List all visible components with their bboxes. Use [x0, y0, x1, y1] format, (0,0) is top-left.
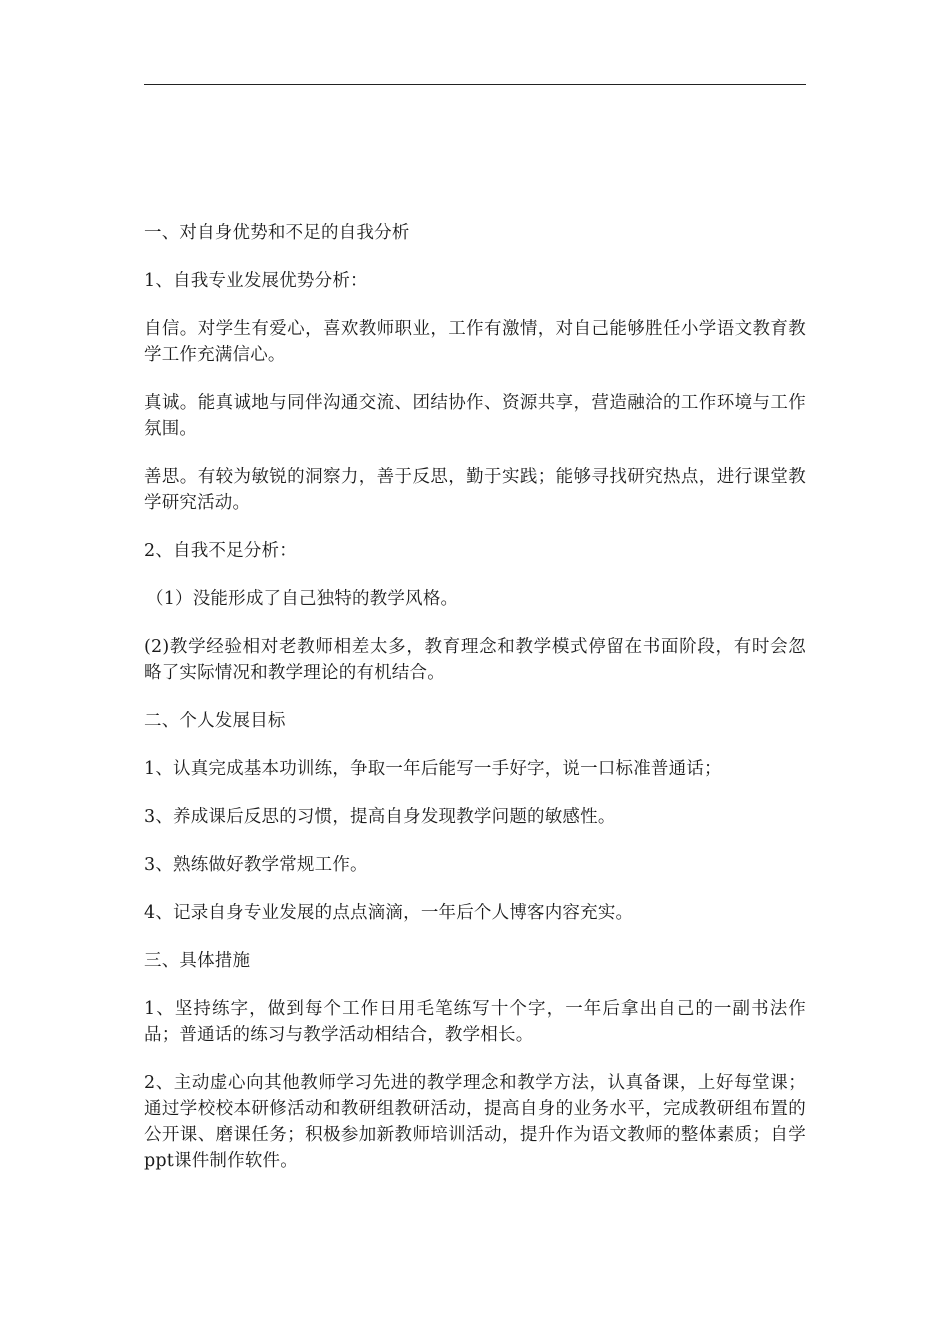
subheading-weaknesses: 2、自我不足分析：	[144, 541, 297, 561]
weakness-item-1: （1）没能形成了自己独特的教学风格。	[146, 589, 459, 609]
paragraph-reflection: 善思。有较为敏锐的洞察力，善于反思，勤于实践；能够寻找研究热点，进行课堂教学研究活动。	[144, 467, 806, 513]
goal-item-4: 4、记录自身专业发展的点点滴滴，一年后个人博客内容充实。	[144, 903, 634, 923]
measure-item-2: 2、主动虚心向其他教师学习先进的教学理念和教学方法，认真备课，上好每堂课；通过学校校本研修活动和教研组教研活动，提高自身的业务水平，完成教研组布置的公开课、磨课任务；积极参加新教师培训活动，提升作为语文教师的整体素质；自学ppt课件制作软件。	[144, 1073, 806, 1171]
goal-item-3: 3、熟练做好教学常规工作。	[144, 855, 368, 875]
weakness-item-2: (2)教学经验相对老教师相差太多，教育理念和教学模式停留在书面阶段，有时会忽略了实际情况和教学理论的有机结合。	[144, 637, 806, 683]
paragraph-confidence: 自信。对学生有爱心，喜欢教师职业，工作有激情，对自己能够胜任小学语文教育教学工作充满信心。	[144, 319, 806, 365]
section-heading-1: 一、对自身优势和不足的自我分析	[144, 223, 410, 243]
paragraph-sincerity: 真诚。能真诚地与同伴沟通交流、团结协作、资源共享，营造融洽的工作环境与工作氛围。	[144, 393, 806, 439]
measure-item-1: 1、坚持练字，做到每个工作日用毛笔练写十个字，一年后拿出自己的一副书法作品；普通话的练习与教学活动相结合，教学相长。	[144, 999, 806, 1045]
section-heading-3: 三、具体措施	[144, 951, 251, 971]
section-heading-2: 二、个人发展目标	[144, 711, 286, 731]
goal-item-1: 1、认真完成基本功训练，争取一年后能写一手好字，说一口标准普通话；	[144, 759, 722, 779]
subheading-strengths: 1、自我专业发展优势分析：	[144, 271, 368, 291]
document-body	[144, 220, 806, 1196]
goal-item-2: 3、养成课后反思的习惯，提高自身发现教学问题的敏感性。	[144, 807, 616, 827]
header-rule	[144, 84, 806, 85]
